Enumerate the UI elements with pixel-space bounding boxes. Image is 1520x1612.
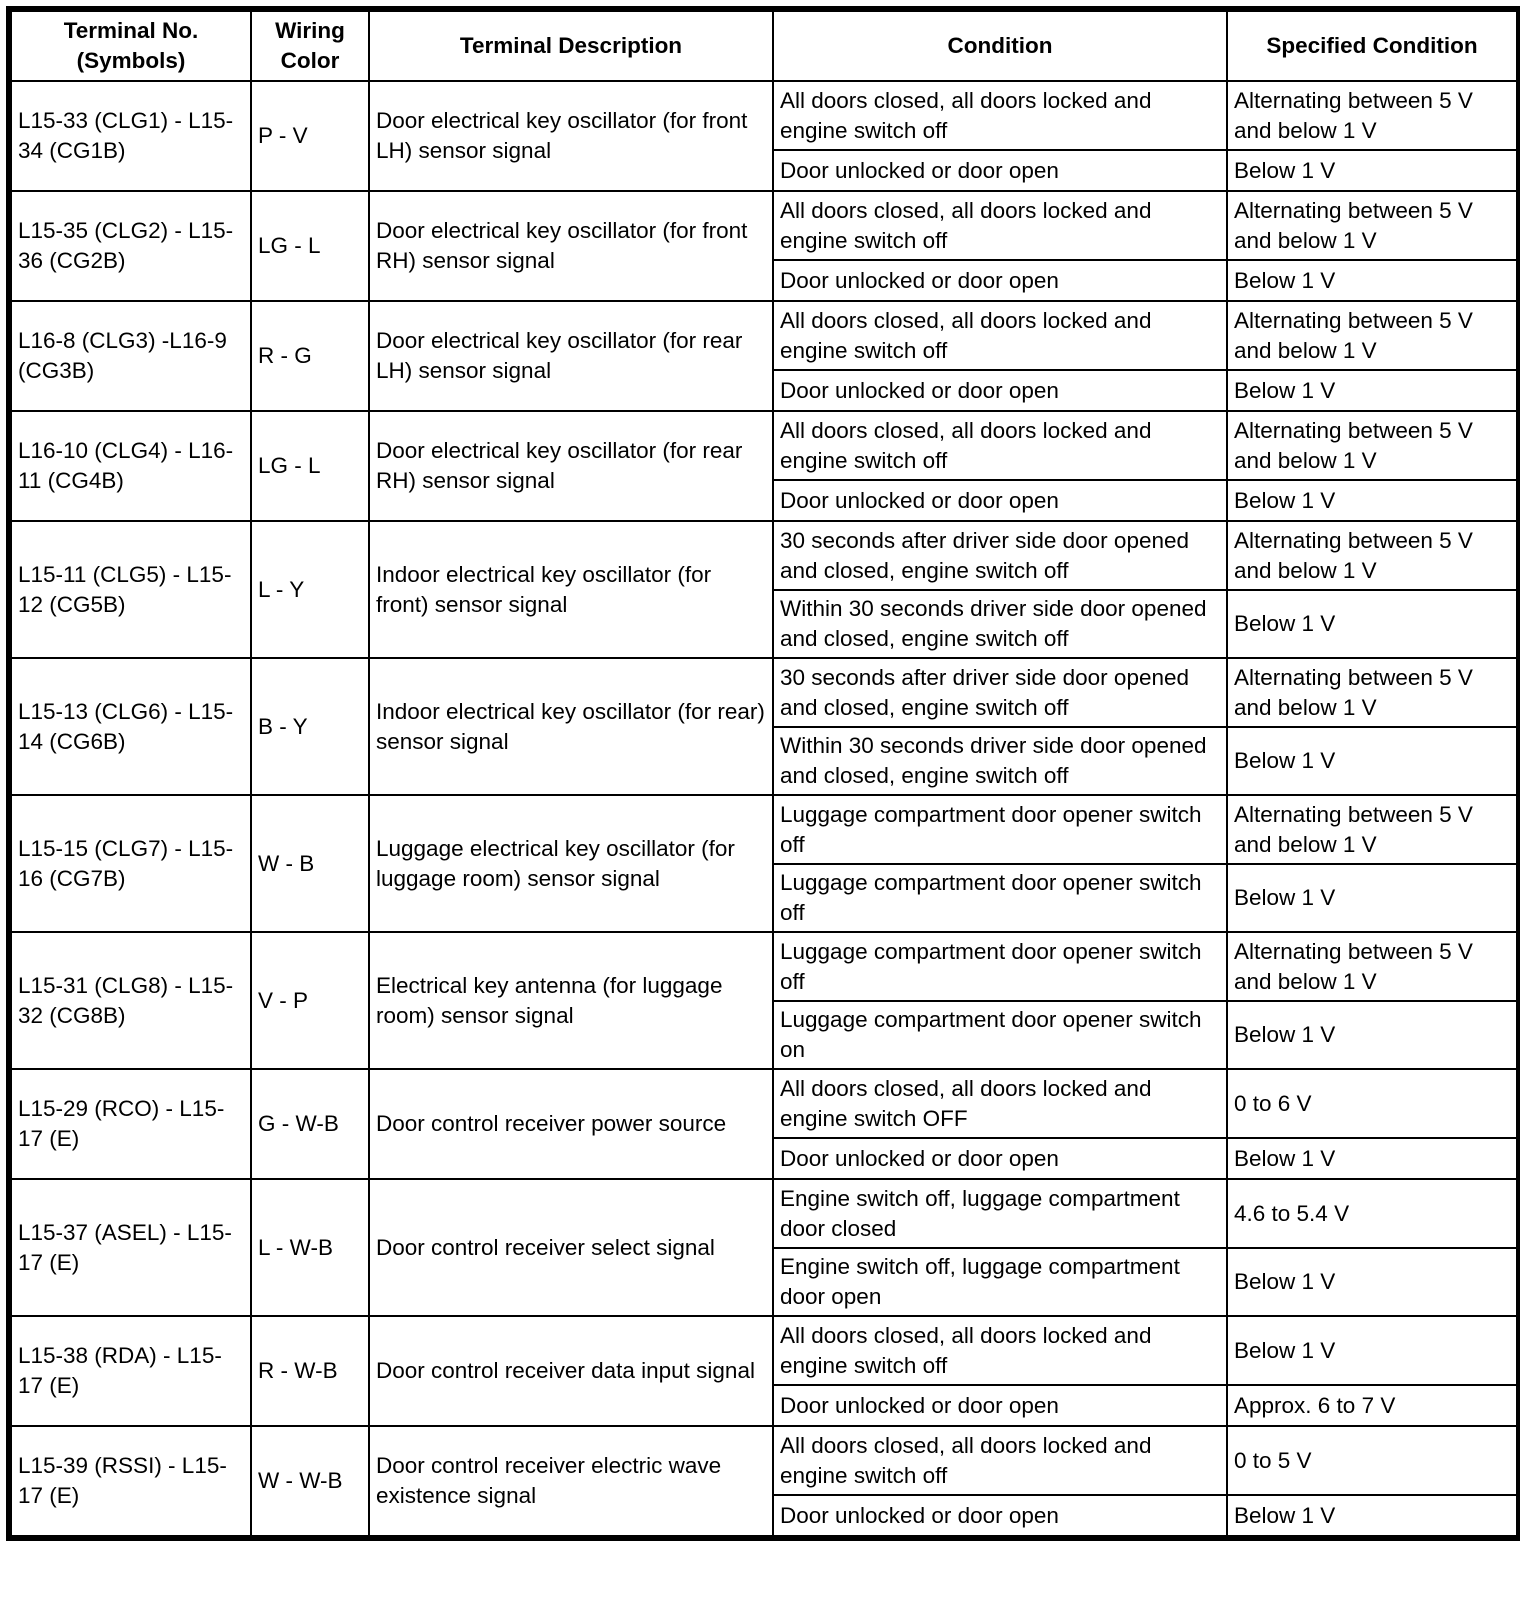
condition-cell: All doors closed, all doors locked and engine switch OFF bbox=[773, 1069, 1227, 1138]
terminal-cell: L15-33 (CLG1) - L15-34 (CG1B) bbox=[11, 81, 251, 191]
terminal-cell: L15-39 (RSSI) - L15-17 (E) bbox=[11, 1426, 251, 1536]
wiring-color-cell: LG - L bbox=[251, 191, 369, 301]
table-row bbox=[11, 1316, 1517, 1385]
specified-condition-cell: Alternating between 5 V and below 1 V bbox=[1227, 658, 1517, 727]
terminal-cell: L15-37 (ASEL) - L15-17 (E) bbox=[11, 1179, 251, 1316]
specified-condition-cell: Below 1 V bbox=[1227, 1495, 1517, 1536]
wiring-color-cell: LG - L bbox=[251, 411, 369, 521]
condition-cell: Door unlocked or door open bbox=[773, 150, 1227, 191]
specified-condition-cell: Below 1 V bbox=[1227, 1138, 1517, 1179]
description-cell: Door electrical key oscillator (for rear LH) sensor signal bbox=[369, 301, 773, 411]
table-row bbox=[11, 521, 1517, 590]
table-row bbox=[11, 658, 1517, 727]
wiring-color-cell: G - W-B bbox=[251, 1069, 369, 1179]
wiring-color-cell: L - Y bbox=[251, 521, 369, 658]
condition-cell: Door unlocked or door open bbox=[773, 1385, 1227, 1426]
terminal-spec-table bbox=[10, 10, 1518, 1537]
description-cell: Door control receiver electric wave existence signal bbox=[369, 1426, 773, 1536]
description-cell: Luggage electrical key oscillator (for luggage room) sensor signal bbox=[369, 795, 773, 932]
condition-cell: Within 30 seconds driver side door opened and closed, engine switch off bbox=[773, 590, 1227, 658]
header-row bbox=[11, 11, 1517, 81]
condition-cell: 30 seconds after driver side door opened and closed, engine switch off bbox=[773, 658, 1227, 727]
condition-cell: Within 30 seconds driver side door opened and closed, engine switch off bbox=[773, 727, 1227, 795]
terminal-cell: L15-35 (CLG2) - L15-36 (CG2B) bbox=[11, 191, 251, 301]
wiring-color-cell: W - W-B bbox=[251, 1426, 369, 1536]
wiring-color-cell: P - V bbox=[251, 81, 369, 191]
condition-cell: All doors closed, all doors locked and engine switch off bbox=[773, 411, 1227, 480]
specified-condition-cell: Below 1 V bbox=[1227, 1248, 1517, 1316]
table-row bbox=[11, 1179, 1517, 1248]
specified-condition-cell: Below 1 V bbox=[1227, 864, 1517, 932]
specified-condition-cell: Alternating between 5 V and below 1 V bbox=[1227, 521, 1517, 590]
condition-cell: Door unlocked or door open bbox=[773, 370, 1227, 411]
condition-cell: All doors closed, all doors locked and engine switch off bbox=[773, 1426, 1227, 1495]
condition-cell: All doors closed, all doors locked and engine switch off bbox=[773, 81, 1227, 150]
condition-cell: Door unlocked or door open bbox=[773, 480, 1227, 521]
table-row bbox=[11, 411, 1517, 480]
table-row bbox=[11, 81, 1517, 150]
wiring-color-cell: B - Y bbox=[251, 658, 369, 795]
specified-condition-cell: Below 1 V bbox=[1227, 480, 1517, 521]
condition-cell: Luggage compartment door opener switch off bbox=[773, 795, 1227, 864]
description-cell: Door control receiver power source bbox=[369, 1069, 773, 1179]
wiring-color-cell: R - W-B bbox=[251, 1316, 369, 1426]
condition-cell: Door unlocked or door open bbox=[773, 260, 1227, 301]
description-cell: Door control receiver select signal bbox=[369, 1179, 773, 1316]
description-cell: Door electrical key oscillator (for rear RH) sensor signal bbox=[369, 411, 773, 521]
specified-condition-cell: Below 1 V bbox=[1227, 370, 1517, 411]
condition-cell: Engine switch off, luggage compartment door closed bbox=[773, 1179, 1227, 1248]
specified-condition-cell: Alternating between 5 V and below 1 V bbox=[1227, 81, 1517, 150]
specified-condition-cell: Alternating between 5 V and below 1 V bbox=[1227, 411, 1517, 480]
specified-condition-cell: 0 to 5 V bbox=[1227, 1426, 1517, 1495]
terminal-cell: L15-13 (CLG6) - L15-14 (CG6B) bbox=[11, 658, 251, 795]
condition-cell: Door unlocked or door open bbox=[773, 1495, 1227, 1536]
table-row bbox=[11, 1426, 1517, 1495]
condition-cell: Engine switch off, luggage compartment door open bbox=[773, 1248, 1227, 1316]
terminal-cell: L15-38 (RDA) - L15-17 (E) bbox=[11, 1316, 251, 1426]
wiring-color-cell: W - B bbox=[251, 795, 369, 932]
header-terminal: Terminal No. (Symbols) bbox=[11, 11, 251, 81]
specified-condition-cell: Alternating between 5 V and below 1 V bbox=[1227, 932, 1517, 1001]
condition-cell: Luggage compartment door opener switch on bbox=[773, 1001, 1227, 1069]
description-cell: Electrical key antenna (for luggage room) sensor signal bbox=[369, 932, 773, 1069]
wiring-color-cell: V - P bbox=[251, 932, 369, 1069]
condition-cell: All doors closed, all doors locked and engine switch off bbox=[773, 1316, 1227, 1385]
table-row bbox=[11, 301, 1517, 370]
header-wiring-color: Wiring Color bbox=[251, 11, 369, 81]
condition-cell: 30 seconds after driver side door opened and closed, engine switch off bbox=[773, 521, 1227, 590]
specified-condition-cell: Below 1 V bbox=[1227, 150, 1517, 191]
header-terminal-description: Terminal Description bbox=[369, 11, 773, 81]
specified-condition-cell: Approx. 6 to 7 V bbox=[1227, 1385, 1517, 1426]
table-row bbox=[11, 795, 1517, 864]
table-row bbox=[11, 191, 1517, 260]
header-condition: Condition bbox=[773, 11, 1227, 81]
description-cell: Indoor electrical key oscillator (for rear) sensor signal bbox=[369, 658, 773, 795]
specified-condition-cell: Below 1 V bbox=[1227, 1001, 1517, 1069]
condition-cell: Luggage compartment door opener switch off bbox=[773, 932, 1227, 1001]
specified-condition-cell: Alternating between 5 V and below 1 V bbox=[1227, 191, 1517, 260]
wiring-color-cell: R - G bbox=[251, 301, 369, 411]
table-header bbox=[11, 11, 1517, 81]
terminal-cell: L16-8 (CLG3) -L16-9 (CG3B) bbox=[11, 301, 251, 411]
description-cell: Door electrical key oscillator (for front RH) sensor signal bbox=[369, 191, 773, 301]
terminal-cell: L15-15 (CLG7) - L15-16 (CG7B) bbox=[11, 795, 251, 932]
description-cell: Door control receiver data input signal bbox=[369, 1316, 773, 1426]
specified-condition-cell: Below 1 V bbox=[1227, 590, 1517, 658]
specified-condition-cell: Below 1 V bbox=[1227, 727, 1517, 795]
condition-cell: All doors closed, all doors locked and engine switch off bbox=[773, 301, 1227, 370]
specified-condition-cell: Alternating between 5 V and below 1 V bbox=[1227, 795, 1517, 864]
condition-cell: Door unlocked or door open bbox=[773, 1138, 1227, 1179]
spec-sheet bbox=[6, 6, 1520, 1546]
specified-condition-cell: 4.6 to 5.4 V bbox=[1227, 1179, 1517, 1248]
terminal-cell: L15-31 (CLG8) - L15-32 (CG8B) bbox=[11, 932, 251, 1069]
wiring-color-cell: L - W-B bbox=[251, 1179, 369, 1316]
table-row bbox=[11, 1069, 1517, 1138]
terminal-cell: L16-10 (CLG4) - L16-11 (CG4B) bbox=[11, 411, 251, 521]
terminal-cell: L15-11 (CLG5) - L15-12 (CG5B) bbox=[11, 521, 251, 658]
specified-condition-cell: Below 1 V bbox=[1227, 260, 1517, 301]
specified-condition-cell: 0 to 6 V bbox=[1227, 1069, 1517, 1138]
specified-condition-cell: Below 1 V bbox=[1227, 1316, 1517, 1385]
terminal-cell: L15-29 (RCO) - L15-17 (E) bbox=[11, 1069, 251, 1179]
description-cell: Indoor electrical key oscillator (for front) sensor signal bbox=[369, 521, 773, 658]
header-specified-condition: Specified Condition bbox=[1227, 11, 1517, 81]
table-frame bbox=[6, 6, 1520, 1541]
table-row bbox=[11, 932, 1517, 1001]
specified-condition-cell: Alternating between 5 V and below 1 V bbox=[1227, 301, 1517, 370]
description-cell: Door electrical key oscillator (for front LH) sensor signal bbox=[369, 81, 773, 191]
condition-cell: All doors closed, all doors locked and engine switch off bbox=[773, 191, 1227, 260]
condition-cell: Luggage compartment door opener switch off bbox=[773, 864, 1227, 932]
table-body bbox=[11, 81, 1517, 1536]
